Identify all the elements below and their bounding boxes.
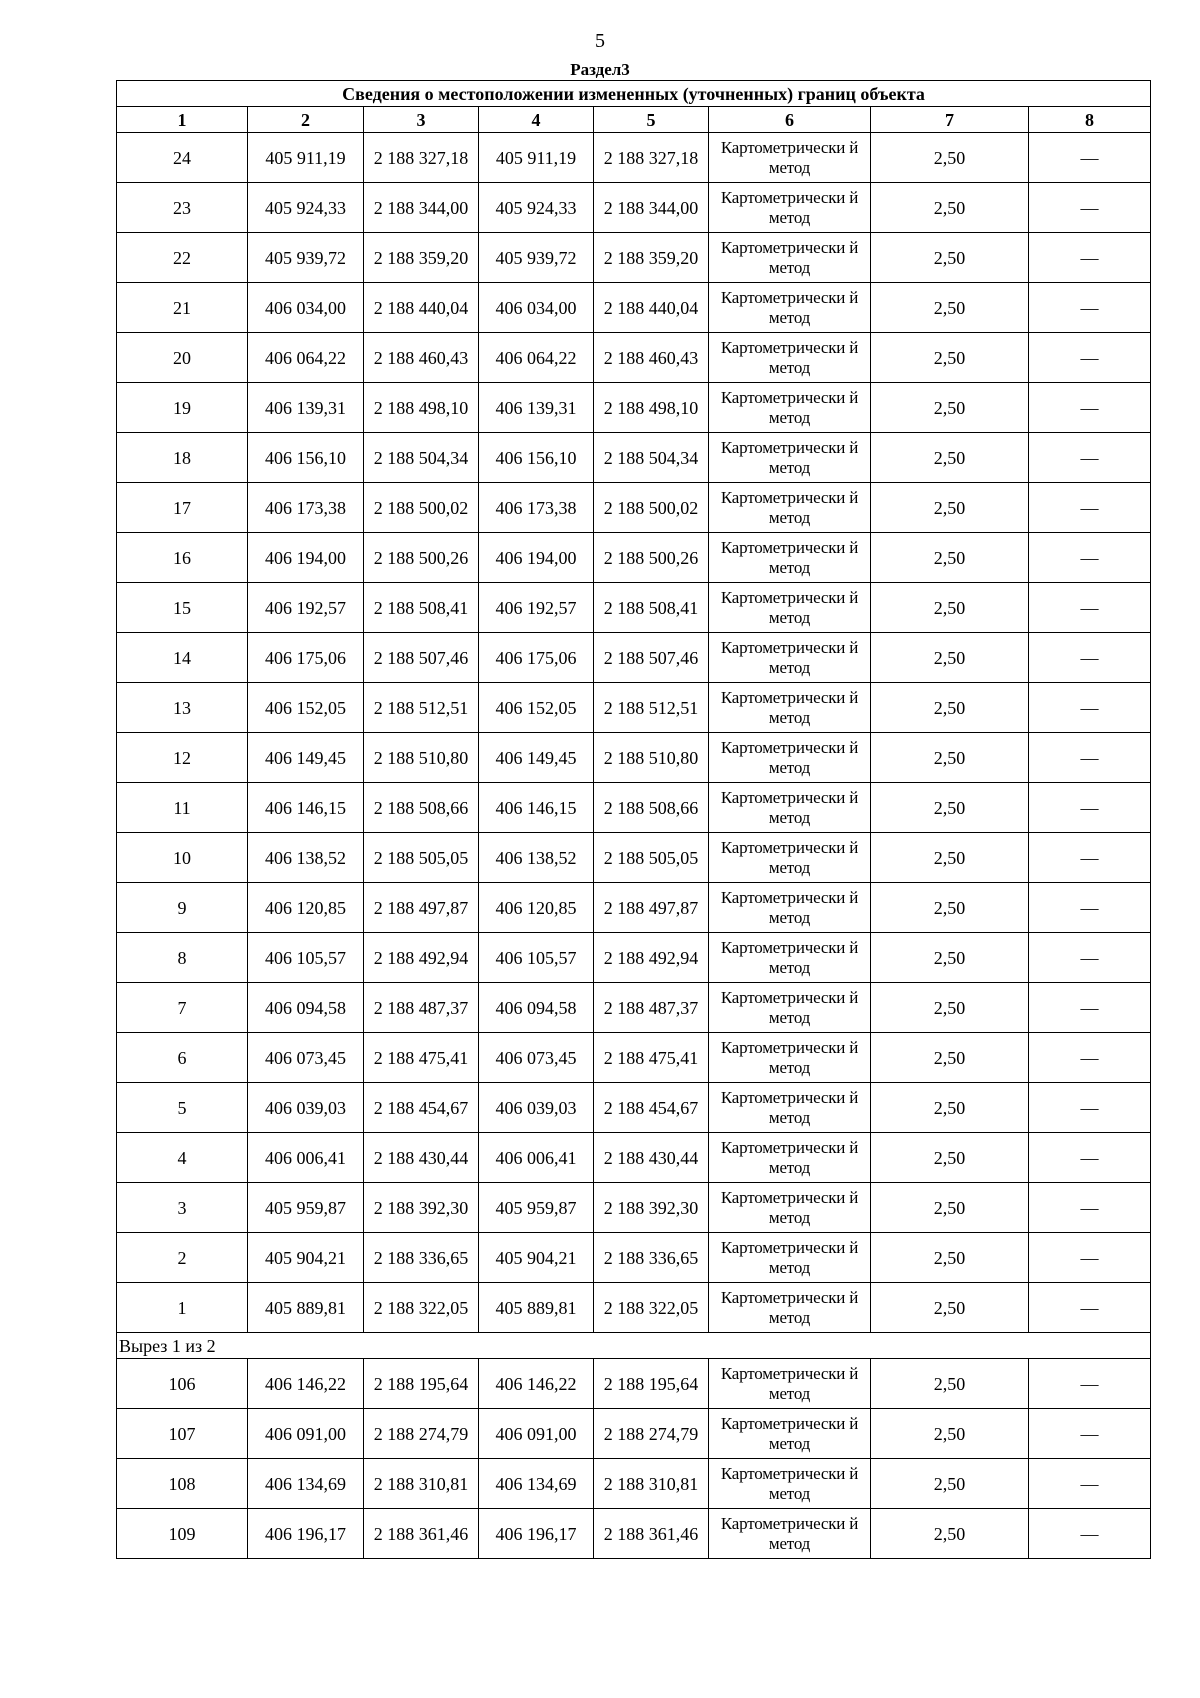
y-new-cell: 2 188 274,79 xyxy=(594,1409,709,1459)
x-new-cell: 406 146,22 xyxy=(479,1359,594,1409)
method-cell: Картометрически й метод xyxy=(709,183,871,233)
y-old-cell: 2 188 487,37 xyxy=(364,983,479,1033)
accuracy-cell: 2,50 xyxy=(871,683,1029,733)
column-number: 2 xyxy=(248,107,364,133)
description-cell: — xyxy=(1029,133,1151,183)
x-old-cell: 406 146,15 xyxy=(248,783,364,833)
table-row xyxy=(117,583,1151,633)
accuracy-cell: 2,50 xyxy=(871,433,1029,483)
table-row xyxy=(117,183,1151,233)
table-row xyxy=(117,1033,1151,1083)
accuracy-cell: 2,50 xyxy=(871,383,1029,433)
accuracy-cell: 2,50 xyxy=(871,1409,1029,1459)
point-number-cell: 15 xyxy=(117,583,248,633)
x-new-cell: 405 889,81 xyxy=(479,1283,594,1333)
x-old-cell: 406 194,00 xyxy=(248,533,364,583)
x-old-cell: 406 064,22 xyxy=(248,333,364,383)
accuracy-cell: 2,50 xyxy=(871,883,1029,933)
method-cell: Картометрически й метод xyxy=(709,133,871,183)
coordinates-table xyxy=(116,80,1151,1559)
y-new-cell: 2 188 430,44 xyxy=(594,1133,709,1183)
method-cell: Картометрически й метод xyxy=(709,783,871,833)
y-new-cell: 2 188 510,80 xyxy=(594,733,709,783)
y-old-cell: 2 188 344,00 xyxy=(364,183,479,233)
description-cell: — xyxy=(1029,233,1151,283)
description-cell: — xyxy=(1029,683,1151,733)
point-number-cell: 106 xyxy=(117,1359,248,1409)
cutout-section xyxy=(117,1333,1151,1359)
point-number-cell: 18 xyxy=(117,433,248,483)
y-old-cell: 2 188 475,41 xyxy=(364,1033,479,1083)
x-old-cell: 406 120,85 xyxy=(248,883,364,933)
table-row xyxy=(117,283,1151,333)
description-cell: — xyxy=(1029,183,1151,233)
method-cell: Картометрически й метод xyxy=(709,833,871,883)
y-old-cell: 2 188 274,79 xyxy=(364,1409,479,1459)
method-cell: Картометрически й метод xyxy=(709,1409,871,1459)
method-cell: Картометрически й метод xyxy=(709,1183,871,1233)
method-cell: Картометрически й метод xyxy=(709,283,871,333)
x-old-cell: 406 139,31 xyxy=(248,383,364,433)
description-cell: — xyxy=(1029,1033,1151,1083)
description-cell: — xyxy=(1029,383,1151,433)
y-old-cell: 2 188 430,44 xyxy=(364,1133,479,1183)
method-cell: Картометрически й метод xyxy=(709,683,871,733)
x-old-cell: 406 173,38 xyxy=(248,483,364,533)
method-cell: Картометрически й метод xyxy=(709,1233,871,1283)
x-old-cell: 406 094,58 xyxy=(248,983,364,1033)
x-new-cell: 406 194,00 xyxy=(479,533,594,583)
y-new-cell: 2 188 392,30 xyxy=(594,1183,709,1233)
table-row xyxy=(117,383,1151,433)
method-cell: Картометрически й метод xyxy=(709,1083,871,1133)
description-cell: — xyxy=(1029,483,1151,533)
y-new-cell: 2 188 500,02 xyxy=(594,483,709,533)
y-new-cell: 2 188 512,51 xyxy=(594,683,709,733)
column-number: 5 xyxy=(594,107,709,133)
y-old-cell: 2 188 359,20 xyxy=(364,233,479,283)
description-cell: — xyxy=(1029,933,1151,983)
x-new-cell: 406 120,85 xyxy=(479,883,594,933)
x-old-cell: 406 006,41 xyxy=(248,1133,364,1183)
point-number-cell: 108 xyxy=(117,1459,248,1509)
method-cell: Картометрически й метод xyxy=(709,1359,871,1409)
y-old-cell: 2 188 322,05 xyxy=(364,1283,479,1333)
x-new-cell: 406 094,58 xyxy=(479,983,594,1033)
point-number-cell: 9 xyxy=(117,883,248,933)
page-number: 5 xyxy=(595,30,605,52)
x-old-cell: 406 175,06 xyxy=(248,633,364,683)
method-cell: Картометрически й метод xyxy=(709,1459,871,1509)
description-cell: — xyxy=(1029,1509,1151,1559)
point-number-cell: 1 xyxy=(117,1283,248,1333)
accuracy-cell: 2,50 xyxy=(871,733,1029,783)
description-cell: — xyxy=(1029,833,1151,883)
x-new-cell: 406 139,31 xyxy=(479,383,594,433)
y-old-cell: 2 188 504,34 xyxy=(364,433,479,483)
x-old-cell: 405 924,33 xyxy=(248,183,364,233)
method-cell: Картометрически й метод xyxy=(709,1509,871,1559)
x-new-cell: 406 146,15 xyxy=(479,783,594,833)
description-cell: — xyxy=(1029,1359,1151,1409)
description-cell: — xyxy=(1029,583,1151,633)
table-row xyxy=(117,633,1151,683)
x-new-cell: 405 959,87 xyxy=(479,1183,594,1233)
method-cell: Картометрически й метод xyxy=(709,883,871,933)
x-old-cell: 406 138,52 xyxy=(248,833,364,883)
accuracy-cell: 2,50 xyxy=(871,833,1029,883)
x-old-cell: 406 091,00 xyxy=(248,1409,364,1459)
accuracy-cell: 2,50 xyxy=(871,533,1029,583)
column-number: 4 xyxy=(479,107,594,133)
point-number-cell: 23 xyxy=(117,183,248,233)
table-row xyxy=(117,683,1151,733)
accuracy-cell: 2,50 xyxy=(871,1233,1029,1283)
accuracy-cell: 2,50 xyxy=(871,933,1029,983)
y-old-cell: 2 188 336,65 xyxy=(364,1233,479,1283)
description-cell: — xyxy=(1029,983,1151,1033)
table-row xyxy=(117,983,1151,1033)
x-new-cell: 406 149,45 xyxy=(479,733,594,783)
column-number: 6 xyxy=(709,107,871,133)
column-number: 3 xyxy=(364,107,479,133)
method-cell: Картометрически й метод xyxy=(709,733,871,783)
description-cell: — xyxy=(1029,783,1151,833)
table-row xyxy=(117,1133,1151,1183)
table-row xyxy=(117,1409,1151,1459)
x-old-cell: 405 959,87 xyxy=(248,1183,364,1233)
y-old-cell: 2 188 508,66 xyxy=(364,783,479,833)
y-old-cell: 2 188 361,46 xyxy=(364,1509,479,1559)
x-old-cell: 405 939,72 xyxy=(248,233,364,283)
table-row xyxy=(117,1459,1151,1509)
x-old-cell: 406 196,17 xyxy=(248,1509,364,1559)
x-new-cell: 406 105,57 xyxy=(479,933,594,983)
cutout-rows xyxy=(117,1359,1151,1559)
accuracy-cell: 2,50 xyxy=(871,1359,1029,1409)
method-cell: Картометрически й метод xyxy=(709,1033,871,1083)
description-cell: — xyxy=(1029,283,1151,333)
x-new-cell: 406 064,22 xyxy=(479,333,594,383)
point-number-cell: 16 xyxy=(117,533,248,583)
description-cell: — xyxy=(1029,633,1151,683)
x-old-cell: 406 134,69 xyxy=(248,1459,364,1509)
description-cell: — xyxy=(1029,883,1151,933)
column-number: 7 xyxy=(871,107,1029,133)
point-number-cell: 10 xyxy=(117,833,248,883)
x-new-cell: 406 091,00 xyxy=(479,1409,594,1459)
point-number-cell: 3 xyxy=(117,1183,248,1233)
y-old-cell: 2 188 510,80 xyxy=(364,733,479,783)
point-number-cell: 24 xyxy=(117,133,248,183)
table-row xyxy=(117,133,1151,183)
y-new-cell: 2 188 336,65 xyxy=(594,1233,709,1283)
accuracy-cell: 2,50 xyxy=(871,1083,1029,1133)
point-number-cell: 14 xyxy=(117,633,248,683)
x-new-cell: 405 904,21 xyxy=(479,1233,594,1283)
y-old-cell: 2 188 500,26 xyxy=(364,533,479,583)
table-row xyxy=(117,433,1151,483)
column-number: 8 xyxy=(1029,107,1151,133)
description-cell: — xyxy=(1029,1133,1151,1183)
x-new-cell: 405 911,19 xyxy=(479,133,594,183)
accuracy-cell: 2,50 xyxy=(871,133,1029,183)
method-cell: Картометрически й метод xyxy=(709,483,871,533)
y-old-cell: 2 188 498,10 xyxy=(364,383,479,433)
cutout-label: Вырез 1 из 2 xyxy=(117,1333,1151,1359)
accuracy-cell: 2,50 xyxy=(871,1459,1029,1509)
point-number-cell: 19 xyxy=(117,383,248,433)
method-cell: Картометрически й метод xyxy=(709,333,871,383)
table-row xyxy=(117,533,1151,583)
point-number-cell: 13 xyxy=(117,683,248,733)
x-new-cell: 406 034,00 xyxy=(479,283,594,333)
x-old-cell: 405 911,19 xyxy=(248,133,364,183)
accuracy-cell: 2,50 xyxy=(871,1183,1029,1233)
point-number-cell: 20 xyxy=(117,333,248,383)
table-row xyxy=(117,783,1151,833)
accuracy-cell: 2,50 xyxy=(871,333,1029,383)
table-row xyxy=(117,933,1151,983)
accuracy-cell: 2,50 xyxy=(871,283,1029,333)
description-cell: — xyxy=(1029,1233,1151,1283)
y-new-cell: 2 188 492,94 xyxy=(594,933,709,983)
accuracy-cell: 2,50 xyxy=(871,233,1029,283)
y-old-cell: 2 188 310,81 xyxy=(364,1459,479,1509)
y-new-cell: 2 188 500,26 xyxy=(594,533,709,583)
x-new-cell: 405 924,33 xyxy=(479,183,594,233)
y-new-cell: 2 188 327,18 xyxy=(594,133,709,183)
point-number-cell: 107 xyxy=(117,1409,248,1459)
y-new-cell: 2 188 508,66 xyxy=(594,783,709,833)
point-number-cell: 7 xyxy=(117,983,248,1033)
table-row xyxy=(117,733,1151,783)
section-title: Раздел3 xyxy=(570,60,630,79)
table-row xyxy=(117,233,1151,283)
description-cell: — xyxy=(1029,1083,1151,1133)
y-old-cell: 2 188 507,46 xyxy=(364,633,479,683)
x-old-cell: 406 039,03 xyxy=(248,1083,364,1133)
method-cell: Картометрически й метод xyxy=(709,583,871,633)
point-number-cell: 6 xyxy=(117,1033,248,1083)
table-row xyxy=(117,1083,1151,1133)
y-new-cell: 2 188 475,41 xyxy=(594,1033,709,1083)
point-number-cell: 5 xyxy=(117,1083,248,1133)
x-old-cell: 405 889,81 xyxy=(248,1283,364,1333)
x-new-cell: 406 006,41 xyxy=(479,1133,594,1183)
y-new-cell: 2 188 195,64 xyxy=(594,1359,709,1409)
accuracy-cell: 2,50 xyxy=(871,483,1029,533)
y-new-cell: 2 188 497,87 xyxy=(594,883,709,933)
x-old-cell: 405 904,21 xyxy=(248,1233,364,1283)
y-new-cell: 2 188 310,81 xyxy=(594,1459,709,1509)
x-new-cell: 406 134,69 xyxy=(479,1459,594,1509)
table-row xyxy=(117,1233,1151,1283)
y-new-cell: 2 188 460,43 xyxy=(594,333,709,383)
accuracy-cell: 2,50 xyxy=(871,783,1029,833)
description-cell: — xyxy=(1029,433,1151,483)
point-number-cell: 22 xyxy=(117,233,248,283)
table-row xyxy=(117,1359,1151,1409)
x-new-cell: 406 192,57 xyxy=(479,583,594,633)
y-old-cell: 2 188 508,41 xyxy=(364,583,479,633)
x-new-cell: 406 173,38 xyxy=(479,483,594,533)
x-new-cell: 406 196,17 xyxy=(479,1509,594,1559)
description-cell: — xyxy=(1029,1283,1151,1333)
accuracy-cell: 2,50 xyxy=(871,1033,1029,1083)
y-old-cell: 2 188 392,30 xyxy=(364,1183,479,1233)
description-cell: — xyxy=(1029,1409,1151,1459)
point-number-cell: 17 xyxy=(117,483,248,533)
y-new-cell: 2 188 508,41 xyxy=(594,583,709,633)
table-row xyxy=(117,1283,1151,1333)
point-number-cell: 12 xyxy=(117,733,248,783)
accuracy-cell: 2,50 xyxy=(871,583,1029,633)
method-cell: Картометрически й метод xyxy=(709,533,871,583)
method-cell: Картометрически й метод xyxy=(709,433,871,483)
description-cell: — xyxy=(1029,333,1151,383)
y-new-cell: 2 188 361,46 xyxy=(594,1509,709,1559)
table-row xyxy=(117,483,1151,533)
accuracy-cell: 2,50 xyxy=(871,983,1029,1033)
y-new-cell: 2 188 454,67 xyxy=(594,1083,709,1133)
point-number-cell: 4 xyxy=(117,1133,248,1183)
x-old-cell: 406 105,57 xyxy=(248,933,364,983)
accuracy-cell: 2,50 xyxy=(871,633,1029,683)
table-row xyxy=(117,833,1151,883)
x-old-cell: 406 152,05 xyxy=(248,683,364,733)
description-cell: — xyxy=(1029,533,1151,583)
y-new-cell: 2 188 504,34 xyxy=(594,433,709,483)
x-new-cell: 406 156,10 xyxy=(479,433,594,483)
y-old-cell: 2 188 460,43 xyxy=(364,333,479,383)
column-number-row xyxy=(117,107,1151,133)
accuracy-cell: 2,50 xyxy=(871,1283,1029,1333)
table-row xyxy=(117,333,1151,383)
accuracy-cell: 2,50 xyxy=(871,1133,1029,1183)
y-old-cell: 2 188 327,18 xyxy=(364,133,479,183)
point-number-cell: 2 xyxy=(117,1233,248,1283)
method-cell: Картометрически й метод xyxy=(709,1283,871,1333)
x-new-cell: 406 138,52 xyxy=(479,833,594,883)
y-old-cell: 2 188 195,64 xyxy=(364,1359,479,1409)
point-number-cell: 8 xyxy=(117,933,248,983)
table-row xyxy=(117,1509,1151,1559)
y-new-cell: 2 188 344,00 xyxy=(594,183,709,233)
y-new-cell: 2 188 487,37 xyxy=(594,983,709,1033)
y-old-cell: 2 188 492,94 xyxy=(364,933,479,983)
accuracy-cell: 2,50 xyxy=(871,183,1029,233)
description-cell: — xyxy=(1029,1183,1151,1233)
x-old-cell: 406 146,22 xyxy=(248,1359,364,1409)
x-old-cell: 406 156,10 xyxy=(248,433,364,483)
point-number-cell: 21 xyxy=(117,283,248,333)
description-cell: — xyxy=(1029,1459,1151,1509)
table-row xyxy=(117,883,1151,933)
method-cell: Картометрически й метод xyxy=(709,933,871,983)
table-row xyxy=(117,1183,1151,1233)
method-cell: Картометрически й метод xyxy=(709,383,871,433)
x-new-cell: 406 039,03 xyxy=(479,1083,594,1133)
method-cell: Картометрически й метод xyxy=(709,983,871,1033)
y-old-cell: 2 188 440,04 xyxy=(364,283,479,333)
x-new-cell: 405 939,72 xyxy=(479,233,594,283)
y-new-cell: 2 188 498,10 xyxy=(594,383,709,433)
accuracy-cell: 2,50 xyxy=(871,1509,1029,1559)
x-new-cell: 406 073,45 xyxy=(479,1033,594,1083)
x-old-cell: 406 034,00 xyxy=(248,283,364,333)
y-old-cell: 2 188 497,87 xyxy=(364,883,479,933)
y-new-cell: 2 188 322,05 xyxy=(594,1283,709,1333)
point-number-cell: 11 xyxy=(117,783,248,833)
y-old-cell: 2 188 505,05 xyxy=(364,833,479,883)
y-new-cell: 2 188 359,20 xyxy=(594,233,709,283)
method-cell: Картометрически й метод xyxy=(709,1133,871,1183)
y-old-cell: 2 188 500,02 xyxy=(364,483,479,533)
column-number: 1 xyxy=(117,107,248,133)
x-new-cell: 406 175,06 xyxy=(479,633,594,683)
y-old-cell: 2 188 454,67 xyxy=(364,1083,479,1133)
point-number-cell: 109 xyxy=(117,1509,248,1559)
x-old-cell: 406 149,45 xyxy=(248,733,364,783)
method-cell: Картометрически й метод xyxy=(709,633,871,683)
x-new-cell: 406 152,05 xyxy=(479,683,594,733)
y-new-cell: 2 188 440,04 xyxy=(594,283,709,333)
method-cell: Картометрически й метод xyxy=(709,233,871,283)
y-old-cell: 2 188 512,51 xyxy=(364,683,479,733)
x-old-cell: 406 073,45 xyxy=(248,1033,364,1083)
y-new-cell: 2 188 507,46 xyxy=(594,633,709,683)
table-caption: Сведения о местоположении измененных (уточненных) границ объекта xyxy=(117,81,1151,107)
y-new-cell: 2 188 505,05 xyxy=(594,833,709,883)
main-rows xyxy=(117,133,1151,1333)
x-old-cell: 406 192,57 xyxy=(248,583,364,633)
description-cell: — xyxy=(1029,733,1151,783)
